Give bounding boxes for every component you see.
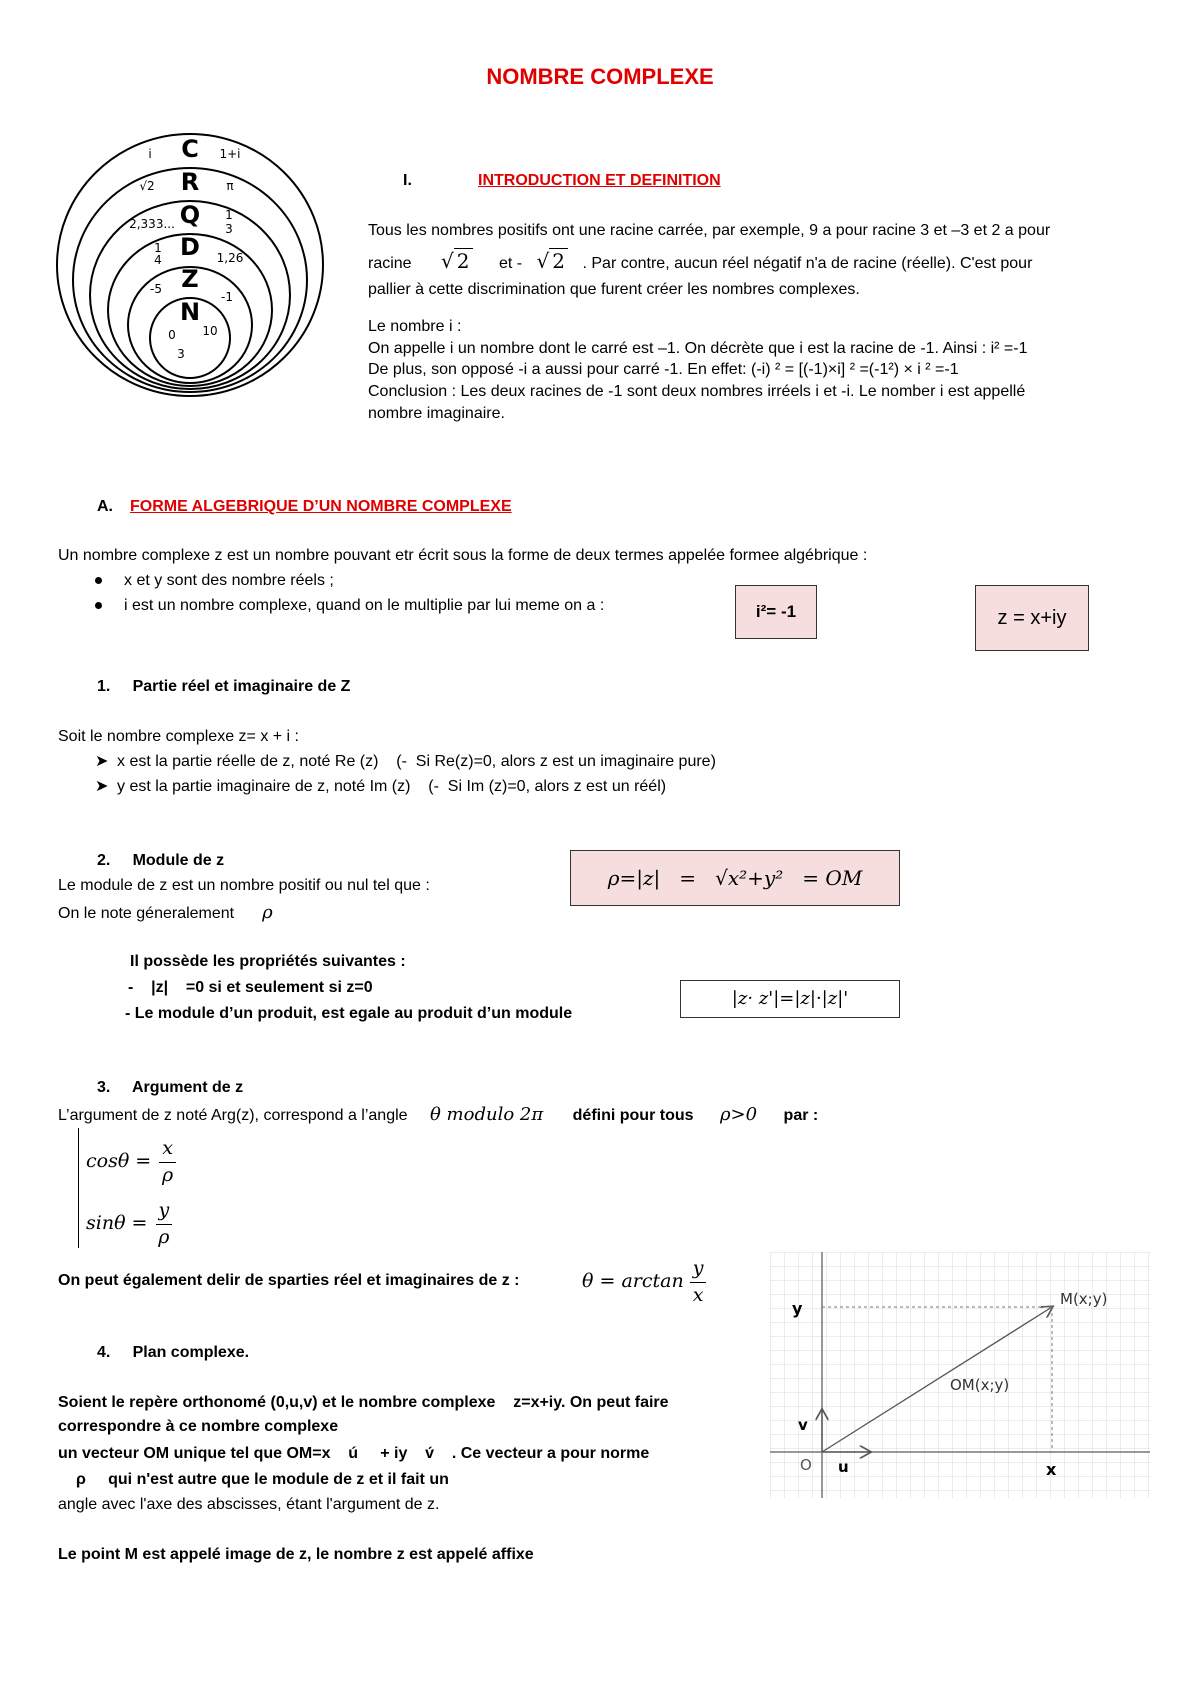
- part-1-item-2: [95, 776, 666, 798]
- diagram-label: -5: [150, 282, 162, 296]
- bullet-1: [95, 570, 334, 592]
- intro-paragraph: [368, 220, 1168, 424]
- intro-line-2c: . Par contre, aucun réel négatif n'a de racine (réelle). C'est pour: [582, 254, 1033, 272]
- sin-numerator: y: [156, 1198, 173, 1225]
- part-1-item-1: [95, 751, 716, 773]
- intro-line-1: Tous les nombres positifs ont une racine carrée, par exemple, 9 a pour racine 3 et –3 et 2 a pour: [368, 222, 1051, 239]
- section-a-heading: FORME ALGEBRIQUE D’UN NOMBRE COMPLEXE: [130, 498, 512, 515]
- y-label: y: [792, 1299, 803, 1318]
- intro-line-2a: racine: [368, 254, 412, 272]
- bullet-dot: [95, 577, 102, 584]
- diagram-label: 1,26: [216, 251, 244, 265]
- diagram-label: -1: [221, 290, 233, 304]
- part-4-line-4: ρ qui n'est autre que le module de z et il fait un: [76, 1471, 449, 1488]
- arctan-numerator: y: [690, 1256, 707, 1283]
- rho-symbol: ρ: [262, 902, 273, 923]
- i-line-2: De plus, son opposé -i a aussi pour carré -1. En effet: (-i) ² = [(-1)×i] ² =(-1²) × i ² =-1: [368, 361, 959, 379]
- diagram-label: 1: [154, 241, 162, 255]
- bullet-2: [95, 595, 604, 617]
- part-1-item-1-text: x est la partie réelle de z, noté Re (z) (- Si Re(z)=0, alors z est un imaginaire pure): [117, 753, 716, 770]
- diagram-label: 3: [225, 222, 233, 236]
- part-3-line-1c: par :: [783, 1107, 819, 1124]
- cos-numerator: x: [159, 1136, 176, 1163]
- diagram-label: i: [148, 147, 152, 161]
- module-formula-box: ρ=|z| = √x²+y² = OM: [570, 850, 900, 906]
- part-4-heading: 4. Plan complexe.: [97, 1344, 250, 1361]
- arctan-denominator: x: [692, 1283, 704, 1306]
- rho-positive: ρ>0: [719, 1104, 758, 1125]
- product-module-box: |z· z'|=|z|·|z|': [680, 980, 900, 1018]
- set-d-label: D: [180, 233, 200, 261]
- complex-plane-figure: [770, 1252, 1150, 1498]
- part-1-item-2-text: y est la partie imaginaire de z, noté Im (z) (- Si Im (z)=0, alors z est un réél): [117, 778, 667, 795]
- sqrt-symbol: √ 2: [537, 249, 568, 273]
- diagram-label: 1+i: [219, 147, 241, 161]
- part-4-line-1: Soient le repère orthonomé (0,u,v) et le nombre complexe z=x+iy. On peut faire: [58, 1394, 669, 1411]
- section-a-letter: A.: [97, 498, 113, 515]
- number-sets-diagram: [55, 130, 325, 398]
- i-line-3: Conclusion : Les deux racines de -1 sont deux nombres irréels i et -i. Le nomber i est appellé: [368, 382, 1026, 400]
- page-title: NOMBRE COMPLEXE: [486, 64, 714, 89]
- bullet-1-text: x et y sont des nombre réels ;: [124, 572, 334, 589]
- sqrt-value: 2: [549, 248, 568, 273]
- diagram-label: √2: [139, 179, 155, 193]
- set-q-ring: [90, 201, 290, 389]
- arrow-bullet-icon: ➤: [95, 778, 109, 795]
- sin-lhs: sinθ =: [86, 1212, 148, 1235]
- bullet-2-text: i est un nombre complexe, quand on le multiplie par lui meme on a :: [124, 597, 605, 614]
- diagram-label: 3: [177, 347, 185, 361]
- part-3-line-1: [58, 1103, 818, 1127]
- i-heading: Le nombre i :: [368, 318, 462, 336]
- sqrt-symbol: √ 2: [441, 249, 472, 273]
- grid-background: [770, 1252, 1150, 1498]
- set-c-label: C: [181, 135, 199, 163]
- diagram-label: 0: [168, 328, 176, 342]
- diagram-label: 1: [225, 208, 233, 222]
- part-4-line-5: angle avec l'axe des abscisses, étant l'argument de z.: [58, 1496, 440, 1513]
- part-2-line-1: Le module de z est un nombre positif ou nul tel que :: [58, 877, 430, 894]
- set-r-label: R: [180, 168, 200, 196]
- part-3-line-2: On peut également delir de sparties réel et imaginaires de z :: [58, 1272, 520, 1289]
- set-q-label: Q: [179, 201, 201, 229]
- i-line-4: nombre imaginaire.: [368, 404, 505, 422]
- i-squared-box: i²= -1: [735, 585, 817, 639]
- m-label: M(x;y): [1060, 1290, 1108, 1308]
- part-2-heading: 2. Module de z: [97, 852, 225, 869]
- part-2-prop-1: - |z| =0 si et seulement si z=0: [128, 979, 373, 996]
- i-line-1: On appelle i un nombre dont le carré est –1. On décrète que i est la racine de -1. Ainsi : i² =-1: [368, 339, 1028, 357]
- algebraic-form-box: z = x+iy: [975, 585, 1089, 651]
- o-label: O: [800, 1456, 812, 1474]
- v-label: v: [798, 1416, 808, 1434]
- part-3-heading: 3. Argument de z: [97, 1079, 244, 1096]
- om-label: OM(x;y): [950, 1376, 1010, 1394]
- u-label: u: [838, 1458, 849, 1476]
- diagram-label: 10: [202, 324, 218, 338]
- part-4-line-3: un vecteur OM unique tel que OM=x ú + iy v́ . Ce vecteur a pour norme: [58, 1445, 650, 1462]
- sqrt-value: 2: [454, 248, 473, 273]
- part-3-line-1b: défini pour tous: [572, 1107, 694, 1124]
- theta-modulo: θ modulo 2π: [430, 1104, 544, 1125]
- arrow-bullet-icon: ➤: [95, 753, 109, 770]
- set-n-label: N: [179, 298, 201, 326]
- part-1-heading: 1. Partie réel et imaginaire de Z: [97, 678, 351, 695]
- sin-equation: [86, 1198, 172, 1250]
- part-2-props: Il possède les propriétés suivantes :: [130, 953, 406, 970]
- part-1-intro: Soit le nombre complexe z= x + i :: [58, 728, 299, 745]
- part-4-line-2: correspondre à ce nombre complexe: [58, 1418, 339, 1435]
- intro-line-2b: et -: [498, 254, 523, 272]
- part-2-line-2-text: On le note géneralement: [58, 905, 235, 922]
- system-brace: [78, 1128, 83, 1248]
- set-z-label: Z: [181, 265, 199, 293]
- diagram-label: 4: [154, 253, 162, 267]
- sin-denominator: ρ: [158, 1225, 170, 1248]
- x-label: x: [1046, 1460, 1057, 1479]
- part-2-prop-2: - Le module d’un produit, est egale au produit d’un module: [125, 1005, 573, 1022]
- diagram-label: π: [226, 179, 234, 193]
- section-a-intro: Un nombre complexe z est un nombre pouvant etr écrit sous la forme de deux termes appelée formee algébrique :: [58, 547, 868, 564]
- intro-line-3: pallier à cette discrimination que furent créer les nombres complexes.: [368, 280, 860, 298]
- diagram-label: 2,333...: [129, 217, 175, 231]
- cos-lhs: cosθ =: [86, 1150, 152, 1173]
- bullet-dot: [95, 602, 102, 609]
- cos-denominator: ρ: [162, 1163, 174, 1186]
- part-4-line-6: Le point M est appelé image de z, le nombre z est appelé affixe: [58, 1546, 534, 1563]
- intro-heading: INTRODUCTION ET DEFINITION: [478, 172, 721, 189]
- part-2-line-2: [58, 901, 273, 925]
- arctan-lhs: θ = arctan: [582, 1270, 684, 1293]
- intro-number: I.: [403, 172, 412, 189]
- arctan-formula: [582, 1256, 706, 1308]
- part-3-line-1-text: L’argument de z noté Arg(z), correspond a l’angle: [58, 1107, 408, 1124]
- cos-equation: [86, 1136, 176, 1188]
